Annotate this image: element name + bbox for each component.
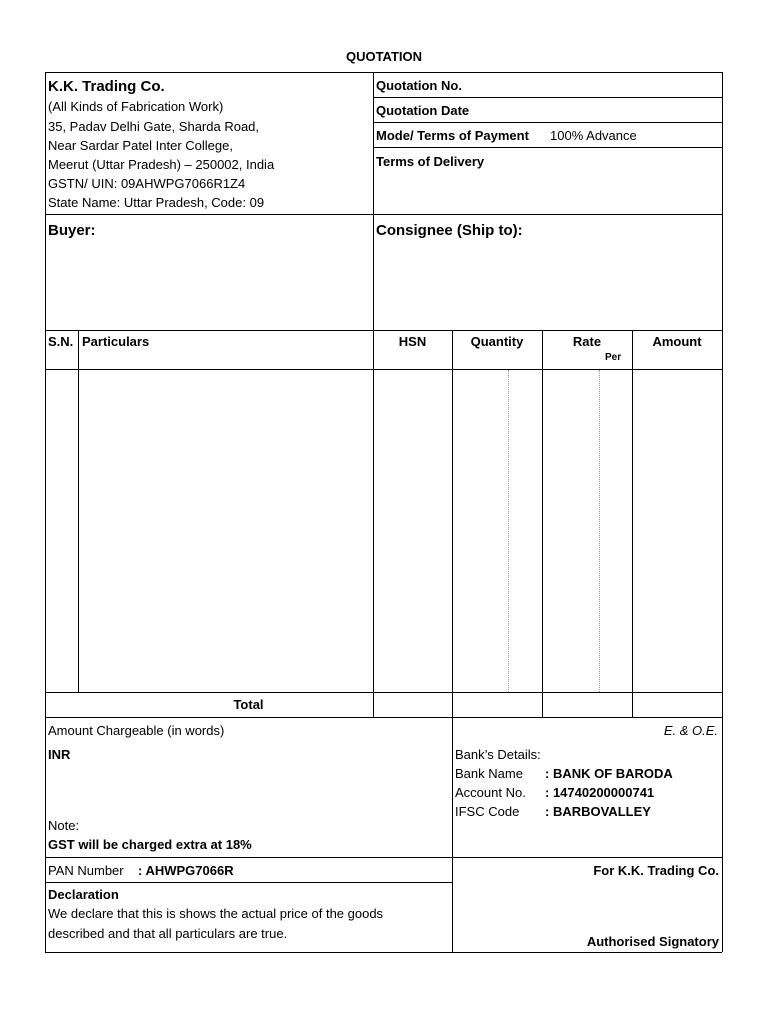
payment-terms-value: 100% Advance bbox=[550, 128, 637, 143]
ifsc-code-label: IFSC Code bbox=[455, 804, 520, 819]
pan-label: PAN Number bbox=[48, 863, 124, 878]
header-amount: Amount bbox=[652, 334, 702, 349]
pan-top-line bbox=[45, 857, 722, 858]
total-top-line bbox=[45, 692, 722, 693]
bank-details-heading: Bank’s Details: bbox=[455, 747, 541, 762]
document-title: QUOTATION bbox=[345, 49, 423, 64]
for-company-text: For K.K. Trading Co. bbox=[593, 863, 719, 878]
col-line-sn bbox=[78, 330, 79, 692]
table-header-bottom-line bbox=[45, 369, 722, 370]
header-quantity: Quantity bbox=[470, 334, 524, 349]
account-no-label: Account No. bbox=[455, 785, 526, 800]
outer-top-border bbox=[45, 72, 722, 73]
declaration-heading: Declaration bbox=[48, 887, 119, 902]
buyer-label: Buyer: bbox=[48, 222, 96, 239]
header-particulars: Particulars bbox=[82, 334, 150, 349]
quantity-dotted-divider bbox=[508, 370, 509, 692]
table-top-line bbox=[45, 330, 722, 331]
rate-dotted-divider bbox=[599, 370, 600, 692]
buyer-top-line bbox=[45, 214, 722, 215]
col-line-hsn bbox=[452, 330, 453, 952]
quotation-no-label: Quotation No. bbox=[376, 78, 462, 93]
quotation-date-label: Quotation Date bbox=[376, 103, 470, 118]
header-sn: S.N. bbox=[48, 334, 74, 349]
currency-label: INR bbox=[48, 747, 71, 762]
declaration-line-1: We declare that this is shows the actual price of the goods bbox=[48, 906, 384, 921]
quote-row-line-1 bbox=[373, 97, 722, 98]
bank-name-label: Bank Name bbox=[455, 766, 523, 781]
outer-left-border bbox=[45, 72, 46, 952]
amount-in-words-label: Amount Chargeable (in words) bbox=[48, 723, 225, 738]
col-line-quantity bbox=[542, 330, 543, 717]
payment-terms-label: Mode/ Terms of Payment bbox=[376, 128, 529, 143]
seller-name: K.K. Trading Co. bbox=[48, 78, 165, 95]
declaration-top-line bbox=[45, 882, 452, 883]
quote-row-line-3 bbox=[373, 147, 722, 148]
total-bottom-line bbox=[45, 717, 722, 718]
pan-value: : AHWPG7066R bbox=[138, 863, 234, 878]
seller-line: 35, Padav Delhi Gate, Sharda Road, bbox=[48, 119, 260, 134]
total-label: Total bbox=[233, 697, 264, 712]
header-hsn: HSN bbox=[398, 334, 427, 349]
quote-row-line-2 bbox=[373, 122, 722, 123]
declaration-line-2: described and that all particulars are true. bbox=[48, 926, 288, 941]
gst-note: GST will be charged extra at 18% bbox=[48, 837, 252, 852]
seller-gstin: GSTN/ UIN: 09AHWPG7066R1Z4 bbox=[48, 176, 246, 191]
seller-line: Near Sardar Patel Inter College, bbox=[48, 138, 233, 153]
note-label: Note: bbox=[48, 818, 80, 833]
delivery-terms-label: Terms of Delivery bbox=[376, 154, 485, 169]
consignee-label: Consignee (Ship to): bbox=[376, 222, 523, 239]
outer-right-border bbox=[722, 72, 723, 952]
header-rate: Rate bbox=[572, 334, 602, 349]
seller-line: Meerut (Uttar Pradesh) – 250002, India bbox=[48, 157, 275, 172]
outer-bottom-border bbox=[45, 952, 722, 953]
bank-name-value: : BANK OF BARODA bbox=[545, 766, 673, 781]
header-divider bbox=[373, 72, 374, 330]
account-no-value: : 14740200000741 bbox=[545, 785, 655, 800]
eoe-text: E. & O.E. bbox=[663, 723, 718, 738]
seller-state: State Name: Uttar Pradesh, Code: 09 bbox=[48, 195, 265, 210]
header-per: Per bbox=[605, 352, 622, 363]
seller-line: (All Kinds of Fabrication Work) bbox=[48, 99, 224, 114]
authorised-signatory-text: Authorised Signatory bbox=[586, 934, 719, 949]
col-line-rate bbox=[632, 330, 633, 717]
col-line-particulars bbox=[373, 330, 374, 717]
ifsc-code-value: : BARBOVALLEY bbox=[545, 804, 651, 819]
